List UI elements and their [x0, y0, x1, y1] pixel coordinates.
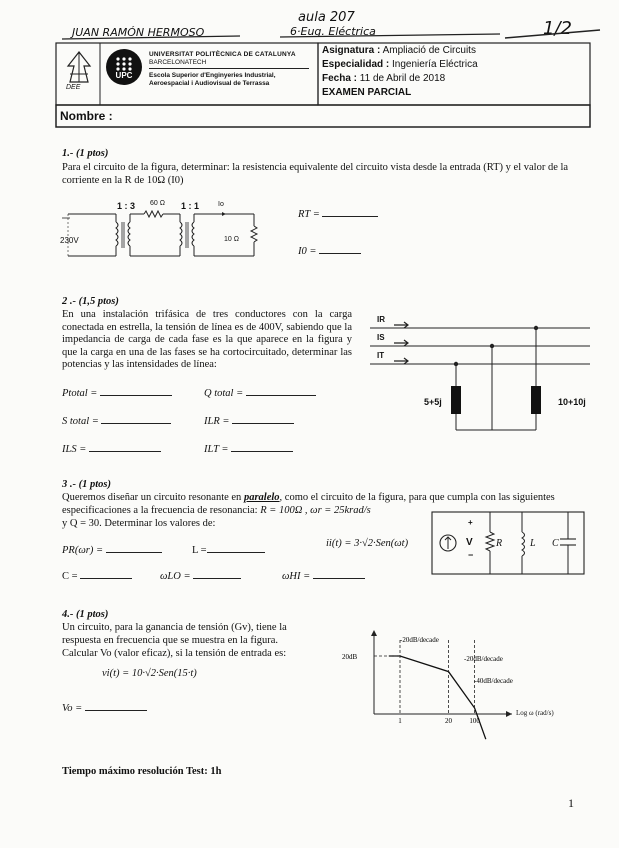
q4-vo-answer[interactable] — [85, 700, 147, 711]
handwritten-room: aula 207 — [298, 10, 355, 25]
q2-ptotal — [62, 385, 172, 401]
q3-wlo-label: ωLO = — [160, 571, 191, 582]
q3-text4: y Q = 30. Determinar los valores de: — [62, 518, 216, 529]
handwritten-page-fraction: 1/2 — [543, 18, 572, 39]
asignatura-label: Asignatura : — [322, 45, 381, 56]
q1-io: Io — [218, 201, 224, 208]
q2-z: 5+5j — [424, 397, 442, 407]
q1-circuit — [58, 198, 278, 268]
q2-qtotal-answer[interactable] — [246, 385, 316, 396]
q1-ratio2: 1 : 1 — [181, 201, 200, 211]
q3-title: 3 .- (1 ptos) — [62, 479, 111, 490]
bode-x-tick-label: 20 — [445, 717, 453, 725]
fecha-value: 11 de Abril de 2018 — [359, 73, 446, 84]
bode-xlabel: Log ω (rad/s) — [516, 709, 554, 717]
especialidad-value: Ingeniería Eléctrica — [392, 59, 478, 70]
q2-ilr-label: ILR = — [204, 416, 230, 427]
q1-v230: 230V — [60, 236, 79, 245]
q2-ilr — [204, 413, 294, 429]
bode-annotation: -20dB/decade — [464, 655, 503, 663]
q2-ilt-label: ILT = — [204, 444, 229, 455]
q1-i0-label: I0 = — [298, 246, 317, 257]
q3-c-answer[interactable] — [80, 568, 132, 579]
q3-l-answer[interactable] — [207, 542, 265, 553]
q2-ils-label: ILS = — [62, 444, 87, 455]
q3-c-label: C = — [62, 571, 78, 582]
handwritten-group: 6·Eug. Eléctrica — [290, 25, 376, 38]
q4-vo-label: Vo = — [62, 703, 83, 714]
bode-x-tick-label: 100 — [469, 717, 480, 725]
q1-ratio1: 1 : 3 — [117, 201, 136, 211]
upc-logo-label: UPC — [115, 71, 133, 80]
bode-chart — [336, 626, 596, 726]
bode-series-line — [389, 656, 486, 739]
q3-text1: Queremos diseñar un circuito resonante en — [62, 492, 242, 503]
q2-ilt — [204, 441, 293, 457]
q2-ilt-answer[interactable] — [231, 441, 293, 452]
q3-source-eq: ii(t) = 3·√2·Sen(ωt) — [326, 538, 409, 549]
especialidad-label: Especialidad : — [322, 59, 390, 70]
q3-text-line1 — [62, 492, 582, 505]
q2-z2: 10+10j — [558, 397, 586, 407]
bode-annotation: -40dB/decade — [474, 677, 513, 685]
univ-line1: UNIVERSITAT POLITÈCNICA DE CATALUNYA — [149, 51, 296, 58]
bode-x-tick-label: 1 — [398, 717, 402, 725]
footer-time: Tiempo máximo resolución Test: 1h — [62, 766, 222, 777]
q1-r10: 10 Ω — [224, 236, 239, 243]
q3-text3: especificaciones a la frecuencia de resonancia: — [62, 505, 258, 516]
q2-title: 2 .- (1,5 ptos) — [62, 296, 119, 307]
fecha-label: Fecha : — [322, 73, 358, 84]
q1-i0 — [298, 243, 361, 259]
q1-rt-answer[interactable] — [322, 206, 378, 217]
q2-qtotal-label: Q total = — [204, 388, 244, 399]
q3-l-label: L = — [192, 545, 207, 556]
q3-p-answer[interactable] — [106, 542, 162, 553]
exam-type: EXAMEN PARCIAL — [322, 87, 412, 98]
q2-stotal — [62, 413, 171, 429]
q2-stotal-answer[interactable] — [101, 413, 171, 424]
q3-p — [62, 542, 162, 558]
q2-text: En una instalación trifásica de tres conductores con la carga conectada en estrella, la tensión de línea es de 400V, sabiendo que la impedancia de carga de cada fase es la que aparece en la figura y que la carga en una de las fases se ha cortocircuitado, determinar las potencias y las intensidades de línea: — [62, 309, 352, 370]
header-divider — [149, 68, 309, 69]
q4-title: 4.- (1 ptos) — [62, 609, 109, 620]
dee-logo — [62, 48, 96, 98]
school-line2: Aeroespacial i Audiovisual de Terrassa — [149, 80, 270, 87]
q3-text-paralelo: paralelo — [243, 492, 280, 503]
handwritten-name: JUAN RAMÓN HERMOSO — [72, 26, 205, 39]
q2-ptotal-label: Ptotal = — [62, 388, 98, 399]
q4-vi-eq: vi(t) = 10·√2·Sen(15·t) — [102, 668, 197, 679]
q3-text2: , como el circuito de la figura, para que cumpla con las siguientes — [279, 492, 555, 503]
q3-circ-r: R — [496, 538, 503, 549]
q2-ptotal-answer[interactable] — [100, 385, 172, 396]
school-line1: Escola Superior d'Enginyeries Industrial, — [149, 72, 276, 79]
bode-annotation: -20dB/decade — [400, 636, 439, 644]
x-axis-arrow — [506, 711, 512, 717]
q4-vo — [62, 700, 147, 716]
q1-title: 1.- (1 ptos) — [62, 148, 109, 159]
q3-wlo — [160, 568, 241, 584]
q1-rt-label: RT = — [298, 209, 320, 220]
q1-i0-answer[interactable] — [319, 243, 361, 254]
q1-text: Para el circuito de la figura, determinar: la resistencia equivalente del circuito vista desde la entrada (RT) y el valor de la corriente en la R de 10Ω (I0) — [62, 162, 569, 186]
q3-whi — [282, 568, 365, 584]
q2-qtotal — [204, 385, 316, 401]
univ-line2: BARCELONATECH — [149, 59, 207, 66]
q1-r60: 60 Ω — [150, 200, 165, 207]
upc-logo — [106, 49, 142, 85]
q3-circ-c: C — [552, 538, 559, 549]
dee-logo-label: DEE — [66, 84, 81, 91]
q3-circ-v: V — [466, 537, 473, 548]
asignatura-value: Ampliació de Circuits — [382, 45, 476, 56]
q4-text1: Un circuito, para la ganancia de tensión (Gv), tiene la — [62, 622, 287, 633]
q1-rt — [298, 206, 378, 222]
y-axis-arrow — [371, 630, 377, 636]
q3-l — [192, 542, 265, 558]
page-number: 1 — [568, 796, 574, 810]
q3-minus: − — [468, 550, 474, 560]
q2-ils — [62, 441, 161, 457]
q3-circ-l: L — [530, 538, 536, 549]
q2-ir: IR — [377, 315, 385, 324]
q3-wlo-answer[interactable] — [193, 568, 241, 579]
q3-text-line2 — [62, 505, 371, 518]
header-info — [322, 44, 478, 100]
q2-ils-answer[interactable] — [89, 441, 161, 452]
q3-spec: R = 100Ω , ωr = 25krad/s — [260, 505, 371, 516]
q2-circuit — [370, 316, 590, 436]
q3-plus: + — [468, 518, 473, 527]
q3-circuit — [432, 512, 592, 576]
q4-text3: Calcular Vo (valor eficaz), si la tensión de entrada es: — [62, 648, 287, 659]
q2-it: IT — [377, 351, 385, 360]
q3-whi-label: ωHI = — [282, 571, 311, 582]
q2-ilr-answer[interactable] — [232, 413, 294, 424]
nombre-label: Nombre : — [60, 109, 113, 123]
q4-text2: respuesta en frecuencia que se muestra en la figura. — [62, 635, 279, 646]
bode-y-tick-label: 20dB — [342, 653, 358, 661]
q2-is: IS — [377, 333, 385, 342]
q3-c — [62, 568, 132, 584]
q3-p-label: PR(ωr) = — [62, 545, 104, 556]
q3-whi-answer[interactable] — [313, 568, 365, 579]
q2-stotal-label: S total = — [62, 416, 99, 427]
